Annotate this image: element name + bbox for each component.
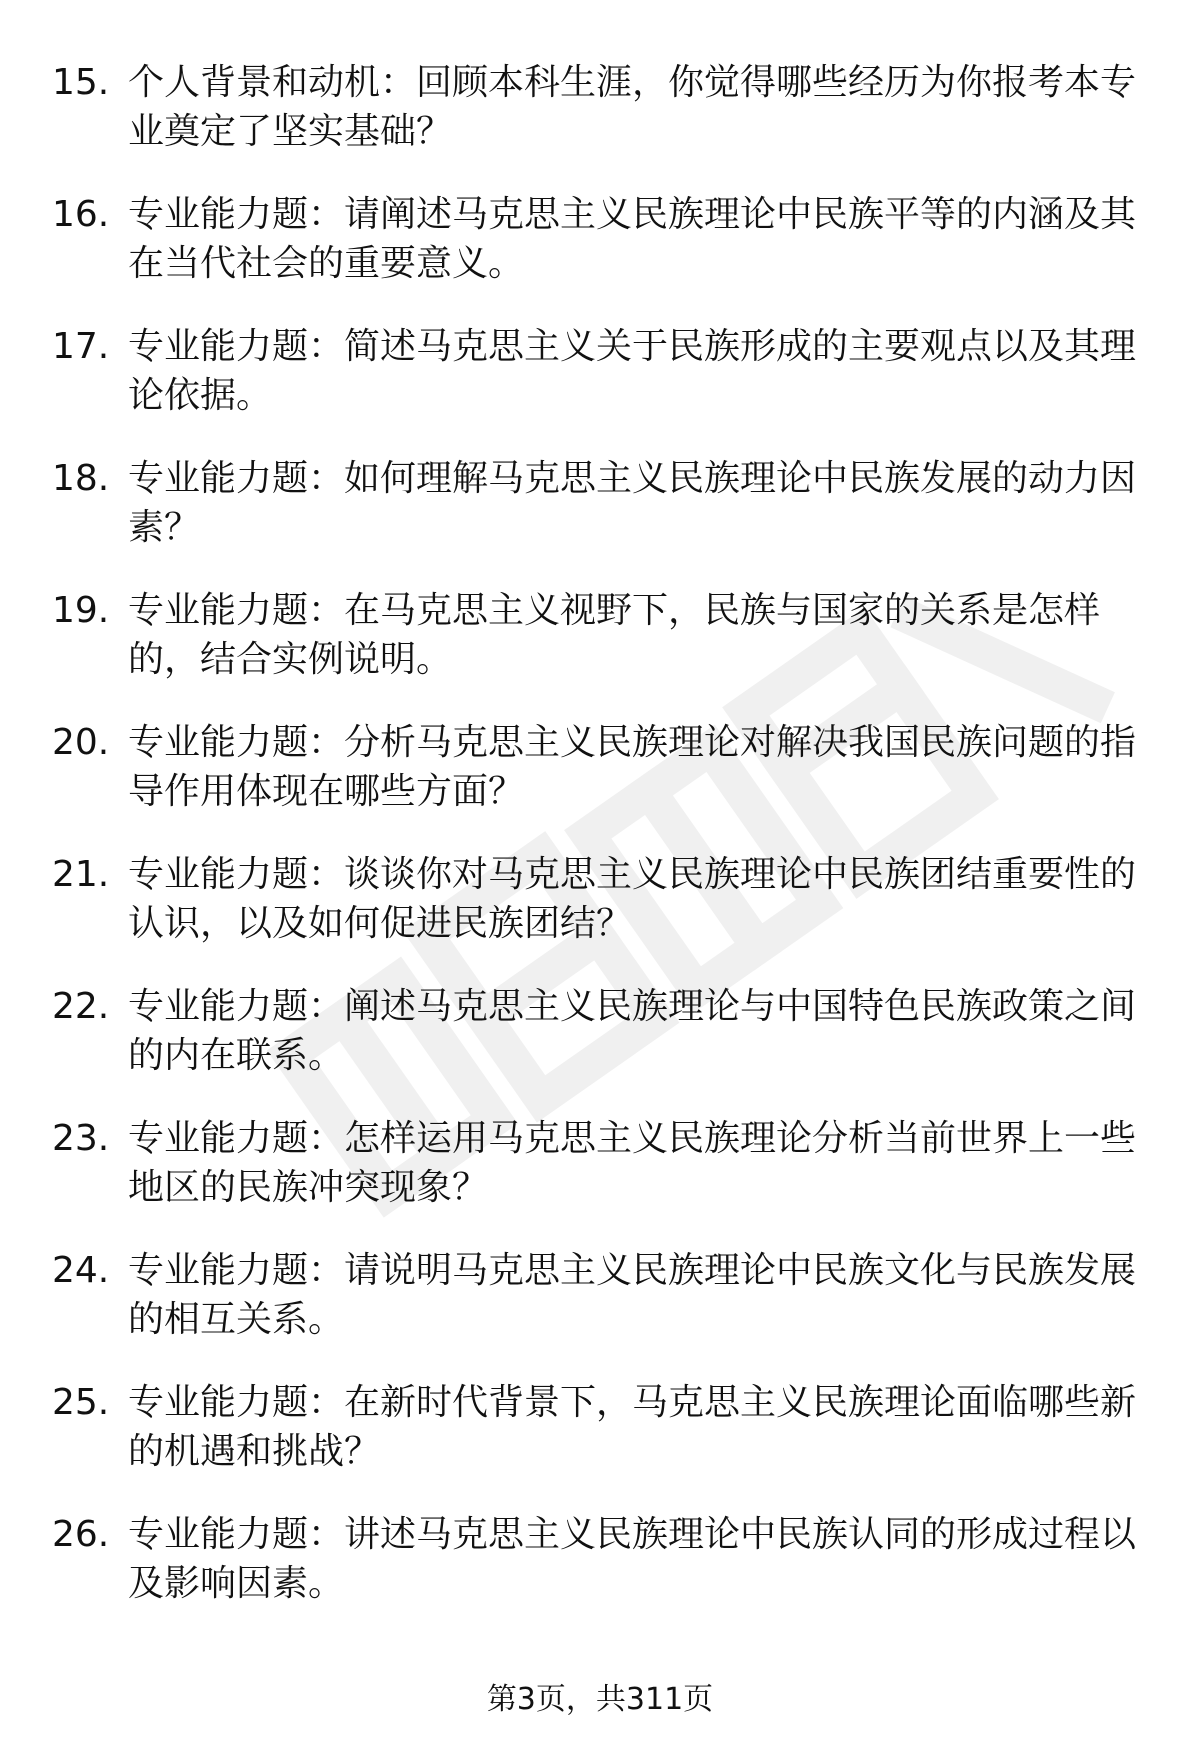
question-item xyxy=(52,454,1142,586)
question-number: 26. xyxy=(52,1514,110,1555)
question-item xyxy=(52,58,1142,190)
question-item xyxy=(52,1246,1142,1378)
question-text: 专业能力题：谈谈你对马克思主义民族理论中民族团结重要性的认识，以及如何促进民族团结？ xyxy=(128,854,1137,944)
question-number: 21. xyxy=(52,854,110,895)
question-item xyxy=(52,190,1142,322)
question-text: 专业能力题：在新时代背景下，马克思主义民族理论面临哪些新的机遇和挑战？ xyxy=(128,1382,1137,1472)
question-number: 18. xyxy=(52,458,110,499)
question-item xyxy=(52,322,1142,454)
question-text: 专业能力题：怎样运用马克思主义民族理论分析当前世界上一些地区的民族冲突现象？ xyxy=(128,1118,1137,1208)
question-number: 17. xyxy=(52,326,110,367)
question-text: 专业能力题：分析马克思主义民族理论对解决我国民族问题的指导作用体现在哪些方面？ xyxy=(128,722,1137,812)
question-item xyxy=(52,586,1142,718)
page-number-footer: 第3页，共311页 xyxy=(486,1682,714,1717)
question-item xyxy=(52,1114,1142,1246)
question-text: 专业能力题：阐述马克思主义民族理论与中国特色民族政策之间的内在联系。 xyxy=(128,986,1137,1076)
question-number: 20. xyxy=(52,722,110,763)
question-list xyxy=(52,58,1142,1642)
question-item xyxy=(52,850,1142,982)
question-number: 22. xyxy=(52,986,110,1027)
question-number: 25. xyxy=(52,1382,110,1423)
question-item xyxy=(52,718,1142,850)
question-text: 专业能力题：请阐述马克思主义民族理论中民族平等的内涵及其在当代社会的重要意义。 xyxy=(128,194,1137,284)
question-text: 专业能力题：讲述马克思主义民族理论中民族认同的形成过程以及影响因素。 xyxy=(128,1514,1137,1604)
question-number: 19. xyxy=(52,590,110,631)
question-number: 15. xyxy=(52,62,110,103)
question-number: 23. xyxy=(52,1118,110,1159)
question-text: 专业能力题：如何理解马克思主义民族理论中民族发展的动力因素？ xyxy=(128,458,1137,548)
question-text: 专业能力题：简述马克思主义关于民族形成的主要观点以及其理论依据。 xyxy=(128,326,1137,416)
question-item xyxy=(52,982,1142,1114)
question-number: 24. xyxy=(52,1250,110,1291)
question-text: 专业能力题：在马克思主义视野下，民族与国家的关系是怎样的，结合实例说明。 xyxy=(128,590,1101,680)
question-item xyxy=(52,1510,1142,1642)
question-text: 专业能力题：请说明马克思主义民族理论中民族文化与民族发展的相互关系。 xyxy=(128,1250,1137,1340)
question-item xyxy=(52,1378,1142,1510)
question-number: 16. xyxy=(52,194,110,235)
question-text: 个人背景和动机：回顾本科生涯，你觉得哪些经历为你报考本专业奠定了坚实基础？ xyxy=(128,62,1137,152)
